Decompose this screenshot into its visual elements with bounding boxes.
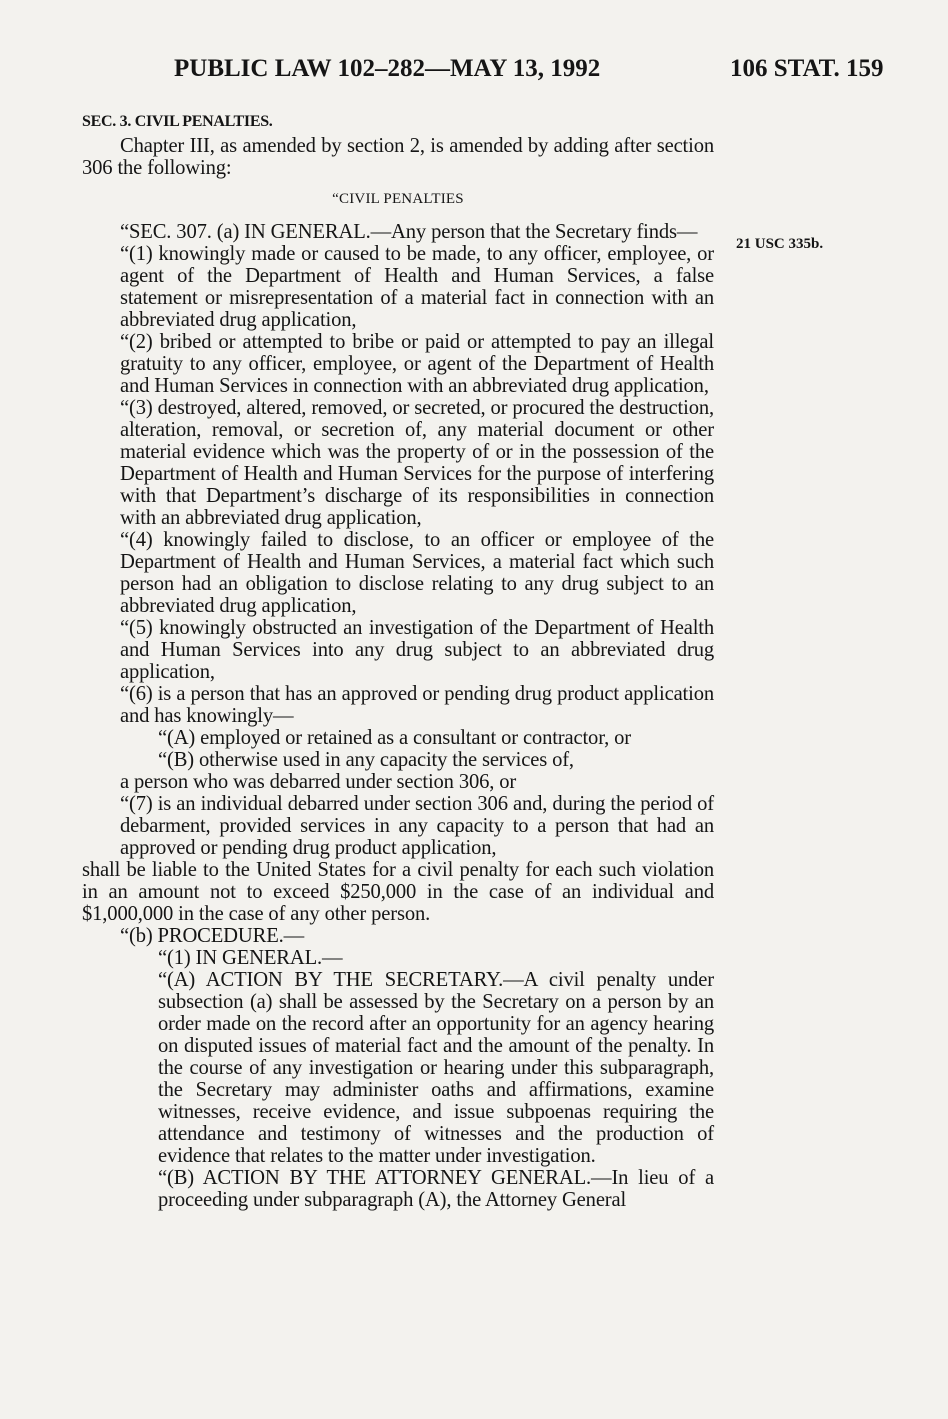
page-header-stat: 106 STAT. 159 [730, 55, 884, 82]
list-item: “(1) knowingly made or caused to be made, to any officer, employee, or agent of the Department of Health and Human Services, a false statement or misrepresentation of a material fact in connection with an abbreviated drug application, [120, 243, 714, 331]
sub-item-list [82, 727, 714, 771]
intro-paragraph: Chapter III, as amended by section 2, is amended by adding after section 306 the following: [82, 135, 714, 179]
list-item: “(6) is a person that has an approved or pending drug product application and has knowingly— [120, 683, 714, 727]
margin-citation: 21 USC 335b. [736, 236, 824, 252]
section-heading: SEC. 3. CIVIL PENALTIES. [82, 113, 273, 130]
list-item: “(2) bribed or attempted to bribe or paid or attempted to pay an illegal gratuity to any officer, employee, or agent of the Department of Health and Human Services in connection with an abbreviated drug application, [120, 331, 714, 397]
liability-paragraph: shall be liable to the United States for a civil penalty for each such violation in an amount not to exceed $250,000 in the case of an individual and $1,000,000 in the case of any other person. [82, 859, 714, 925]
item-list [82, 243, 714, 727]
body-text [82, 135, 714, 1211]
sec307-lead: “SEC. 307. (a) IN GENERAL.—Any person that the Secretary finds— [120, 221, 698, 243]
after-sub-text: a person who was debarred under section 306, or [120, 771, 517, 793]
list-item: “(7) is an individual debarred under section 306 and, during the period of debarment, provided services in any capacity to a person that had an approved or pending drug product application, [120, 793, 714, 859]
list-item: “(B) otherwise used in any capacity the services of, [158, 749, 574, 771]
in-general-heading: “(1) IN GENERAL.— [158, 947, 343, 969]
list-item: “(3) destroyed, altered, removed, or secreted, or procured the destruction, alteration, removal, or secretion of, any material document or other material evidence which was the property of or in the possession of the Department of Health and Human Services for the purpose of interfering with that Department’s discharge of its responsibilities in connection with an abbreviated drug application, [120, 397, 714, 529]
list-item: “(5) knowingly obstructed an investigation of the Department of Health and Human Services into any drug subject to an abbreviated drug application, [120, 617, 714, 683]
procedure-heading: “(b) PROCEDURE.— [120, 925, 305, 947]
paragraph-a: “(A) ACTION BY THE SECRETARY.—A civil penalty under subsection (a) shall be assessed by the Secretary on a person by an order made on the record after an opportunity for an agency hearing on disputed issues of material fact and the amount of the penalty. In the course of any investigation or hearing under this subparagraph, the Secretary may administer oaths and affirmations, examine witnesses, receive evidence, and issue subpoenas requiring the attendance and testimony of witnesses and the production of evidence that relates to the matter under investigation. [158, 969, 714, 1167]
list-item: “(4) knowingly failed to disclose, to an officer or employee of the Department of Health and Human Services, a material fact which such person had an obligation to disclose relating to any drug subject to an abbreviated drug application, [120, 529, 714, 617]
list-item: “(A) employed or retained as a consultant or contractor, or [158, 727, 631, 749]
centered-heading: “CIVIL PENALTIES [332, 191, 464, 207]
page-header-title: PUBLIC LAW 102–282—MAY 13, 1992 [174, 55, 601, 82]
paragraph-b: “(B) ACTION BY THE ATTORNEY GENERAL.—In lieu of a proceeding under subparagraph (A), the Attorney General [158, 1167, 714, 1211]
